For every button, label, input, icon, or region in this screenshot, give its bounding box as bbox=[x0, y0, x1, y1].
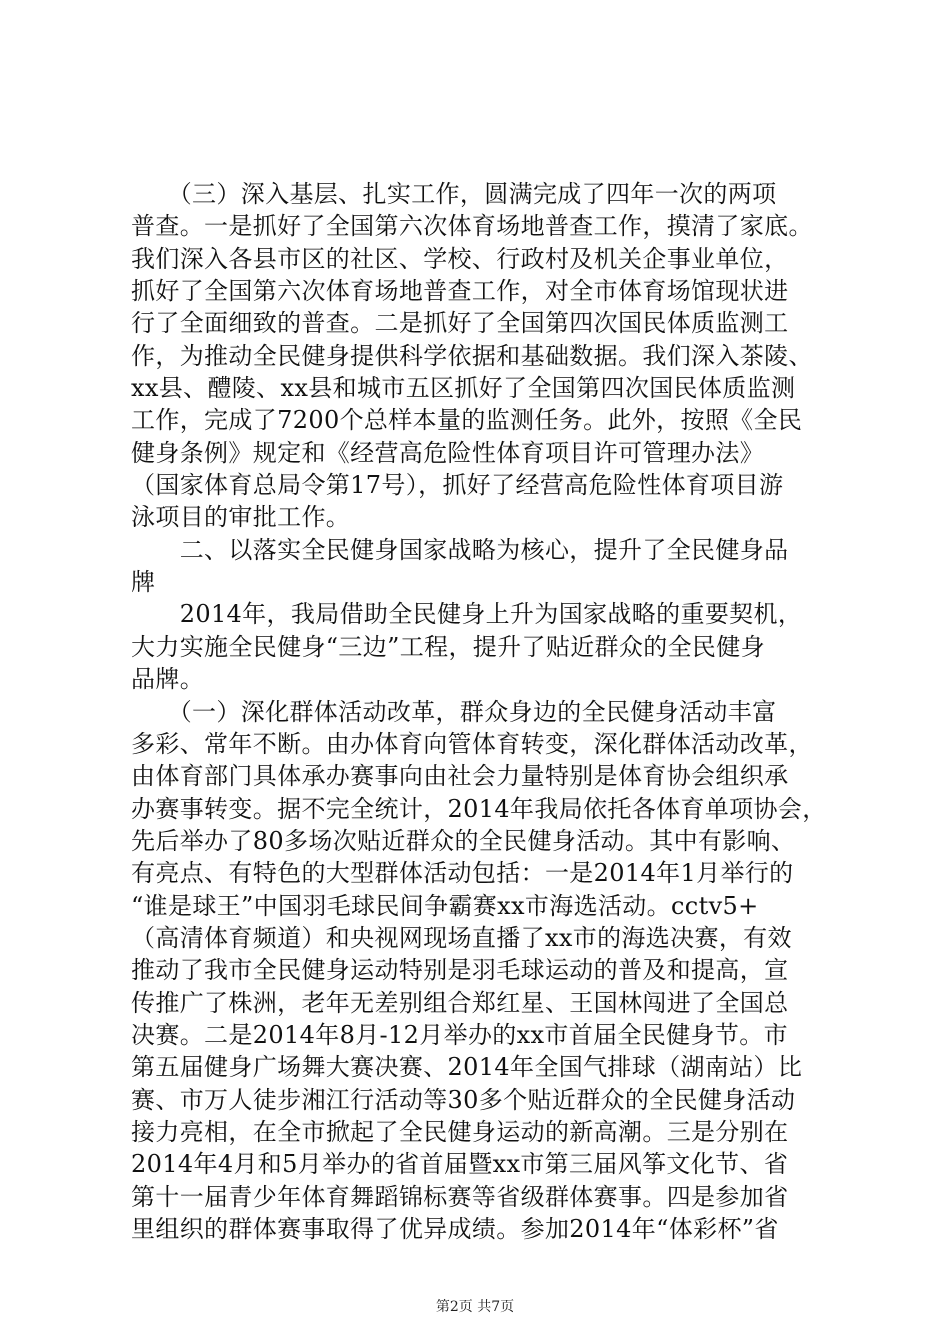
text-line: 第五届健身广场舞大赛决赛、2014年全国气排球（湖南站）比 bbox=[131, 1053, 803, 1082]
text-line: （国家体育总局令第17号），抓好了经营高危险性体育项目游 bbox=[131, 471, 784, 500]
text-line: （高清体育频道）和央视网现场直播了xx市的海选决赛，有效 bbox=[131, 923, 792, 952]
document-body bbox=[131, 178, 831, 1245]
text-line: 办赛事转变。据不完全统计，2014年我局依托各体育单项协会， bbox=[131, 794, 827, 823]
section-heading-line: 二、以落实全民健身国家战略为核心，提升了全民健身品 bbox=[131, 535, 789, 564]
text-line: 先后举办了80多场次贴近群众的全民健身活动。其中有影响、 bbox=[131, 826, 796, 855]
text-line: （三）深入基层、扎实工作，圆满完成了四年一次的两项 bbox=[131, 180, 777, 208]
text-line: 行了全面细致的普查。二是抓好了全国第四次国民体质监测工 bbox=[131, 309, 789, 338]
text-line: 赛、市万人徒步湘江行活动等30多个贴近群众的全民健身活动 bbox=[131, 1085, 796, 1114]
text-line: 普查。一是抓好了全国第六次体育场地普查工作，摸清了家底。 bbox=[131, 212, 813, 241]
text-line: 接力亮相，在全市掀起了全民健身运动的新高潮。三是分别在 bbox=[131, 1117, 789, 1146]
text-line: 由体育部门具体承办赛事向由社会力量特别是体育协会组织承 bbox=[131, 762, 789, 791]
text-line: 决赛。二是2014年8月-12月举办的xx市首届全民健身节。市 bbox=[131, 1020, 788, 1049]
text-line: 有亮点、有特色的大型群体活动包括：一是2014年1月举行的 bbox=[131, 859, 794, 888]
text-line: 健身条例》规定和《经营高危险性体育项目许可管理办法》 bbox=[131, 438, 765, 467]
text-line: xx县、醴陵、xx县和城市五区抓好了全国第四次国民体质监测 bbox=[131, 374, 796, 403]
section-heading-line: 牌 bbox=[131, 568, 156, 597]
text-line: 第十一届青少年体育舞蹈锦标赛等省级群体赛事。四是参加省 bbox=[131, 1182, 789, 1211]
page-number-label: 第2页 共7页 bbox=[435, 1299, 515, 1315]
text-line: 2014年，我局借助全民健身上升为国家战略的重要契机， bbox=[131, 600, 803, 629]
text-line: 我们深入各县市区的社区、学校、行政村及机关企事业单位， bbox=[131, 244, 789, 273]
text-line: （一）深化群体活动改革，群众身边的全民健身活动丰富 bbox=[131, 697, 777, 726]
text-line: 品牌。 bbox=[131, 665, 205, 694]
text-line: 抓好了全国第六次体育场地普查工作，对全市体育场馆现状进 bbox=[131, 277, 789, 306]
text-line: 泳项目的审批工作。 bbox=[131, 503, 351, 532]
text-line: 推动了我市全民健身运动特别是羽毛球运动的普及和提高，宣 bbox=[131, 956, 789, 985]
text-line: 工作，完成了7200个总样本量的监测任务。此外，按照《全民 bbox=[131, 406, 803, 435]
text-line: 多彩、常年不断。由办体育向管体育转变，深化群体活动改革， bbox=[131, 729, 813, 758]
text-line: 2014年4月和5月举办的省首届暨xx市第三届风筝文化节、省 bbox=[131, 1150, 789, 1179]
page-footer bbox=[0, 1296, 950, 1316]
text-line: 传推广了株洲，老年无差别组合郑红星、王国林闯进了全国总 bbox=[131, 988, 789, 1017]
text-line: 里组织的群体赛事取得了优异成绩。参加2014年“体彩杯”省 bbox=[131, 1215, 779, 1243]
text-line: “谁是球王”中国羽毛球民间争霸赛xx市海选活动。cctv5+ bbox=[131, 891, 759, 920]
text-line: 大力实施全民健身“三边”工程，提升了贴近群众的全民健身 bbox=[131, 632, 765, 661]
text-line: 作，为推动全民健身提供科学依据和基础数据。我们深入茶陵、 bbox=[131, 341, 813, 370]
